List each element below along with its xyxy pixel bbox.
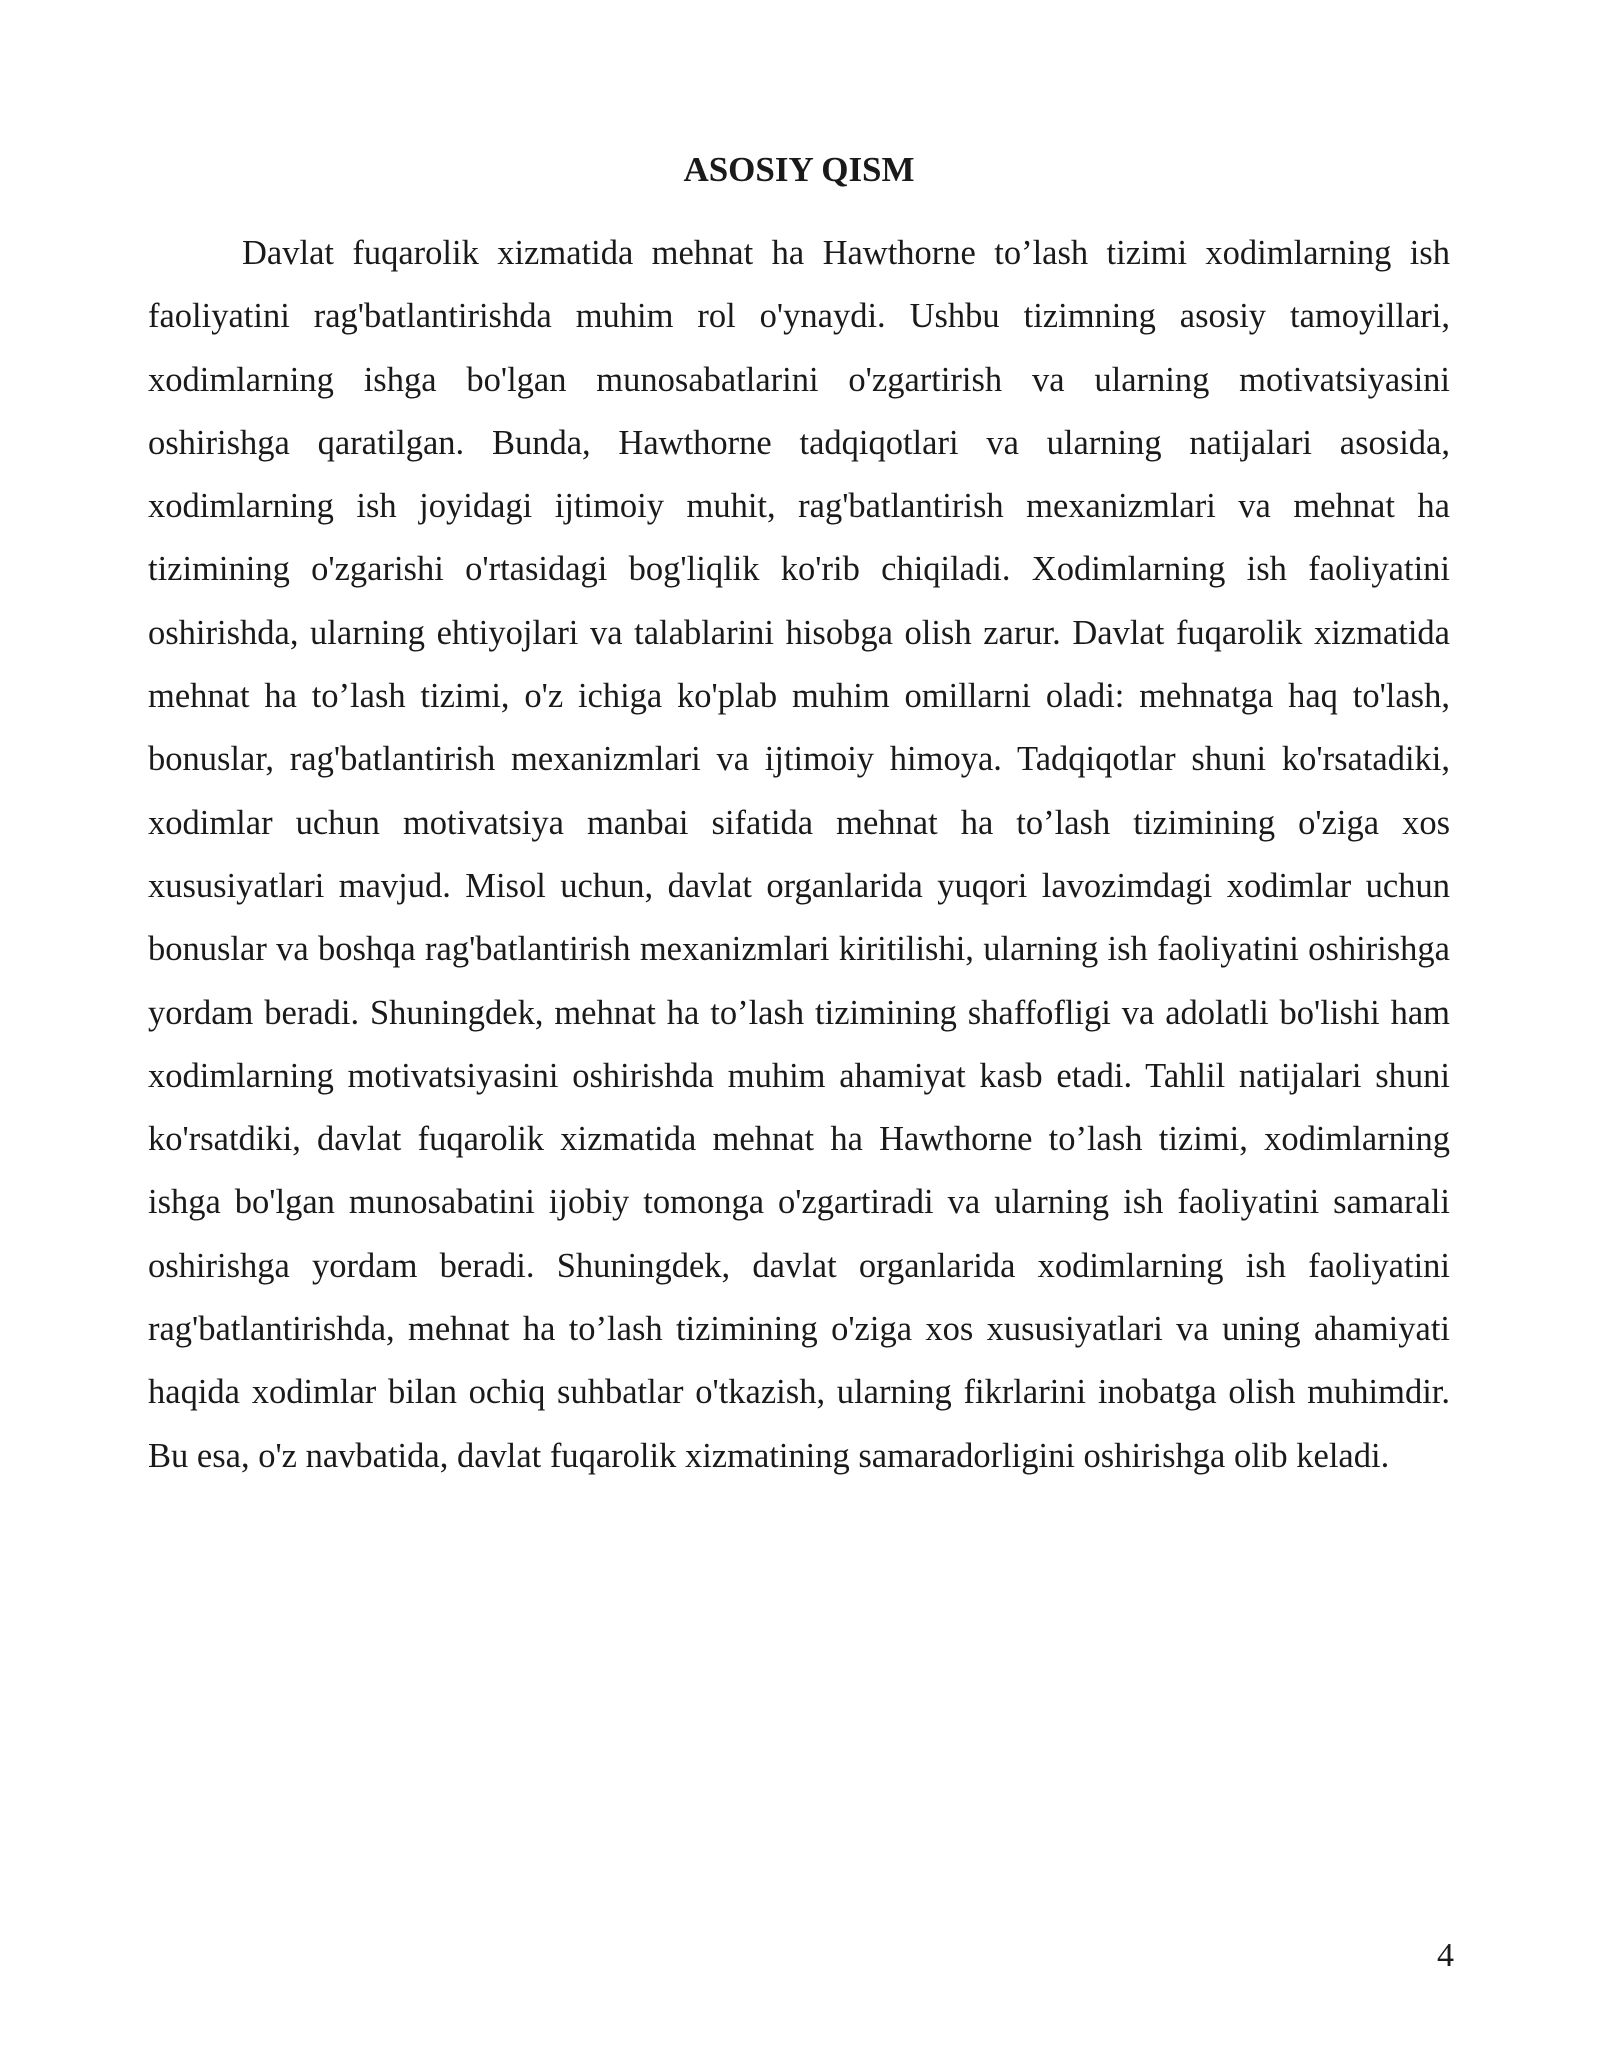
section-heading: ASOSIY QISM xyxy=(683,150,915,189)
page-number: 4 xyxy=(1437,1937,1454,1974)
body-paragraph: Davlat fuqarolik xizmatida mehnat ha Hawthorne to’lash tizimi xodimlarning ish faoliyatini rag'batlantirishda muhim rol o'ynaydi. Ushbu tizimning asosiy tamoyillari, xodimlarning ishga bo'lgan munosabatlarini o'zgartirish va ularning motivatsiyasini oshirishga qaratilgan. Bunda, Hawthorne tadqiqotlari va ularning natijalari asosida, xodimlarning ish joyidagi ijtimoiy muhit, rag'batlantirish mexanizmlari va mehnat ha tizimining o'zgarishi o'rtasidagi bog'liqlik ko'rib chiqiladi. Xodimlarning ish faoliyatini oshirishda, ularning ehtiyojlari va talablarini hisobga olish zarur. Davlat fuqarolik xizmatida mehnat ha to’lash tizimi, o'z ichiga ko'plab muhim omillarni oladi: mehnatga haq to'lash, bonuslar, rag'batlantirish mexanizmlari va ijtimoiy himoya. Tadqiqotlar shuni ko'rsatadiki, xodimlar uchun motivatsiya manbai sifatida mehnat ha to’lash tizimining o'ziga xos xususiyatlari mavjud. Misol uchun, davlat organlarida yuqori lavozimdagi xodimlar uchun bonuslar va boshqa rag'batlantirish mexanizmlari kiritilishi, ularning ish faoliyatini oshirishga yordam beradi. Shuningdek, mehnat ha to’lash tizimining shaffofligi va adolatli bo'lishi ham xodimlarning motivatsiyasini oshirishda muhim ahamiyat kasb etadi. Tahlil natijalari shuni ko'rsatdiki, davlat fuqarolik xizmatida mehnat ha Hawthorne to’lash tizimi, xodimlarning ishga bo'lgan munosabatini ijobiy tomonga o'zgartiradi va ularning ish faoliyatini samarali oshirishga yordam beradi. Shuningdek, davlat organlarida xodimlarning ish faoliyatini rag'batlantirishda, mehnat ha to’lash tizimining o'ziga xos xususiyatlari va uning ahamiyati haqida xodimlar bilan ochiq suhbatlar o'tkazish, ularning fikrlarini inobatga olish muhimdir. Bu esa, o'z navbatida, davlat fuqarolik xizmatining samaradorligini oshirishga olib keladi. xyxy=(148,234,1450,1475)
